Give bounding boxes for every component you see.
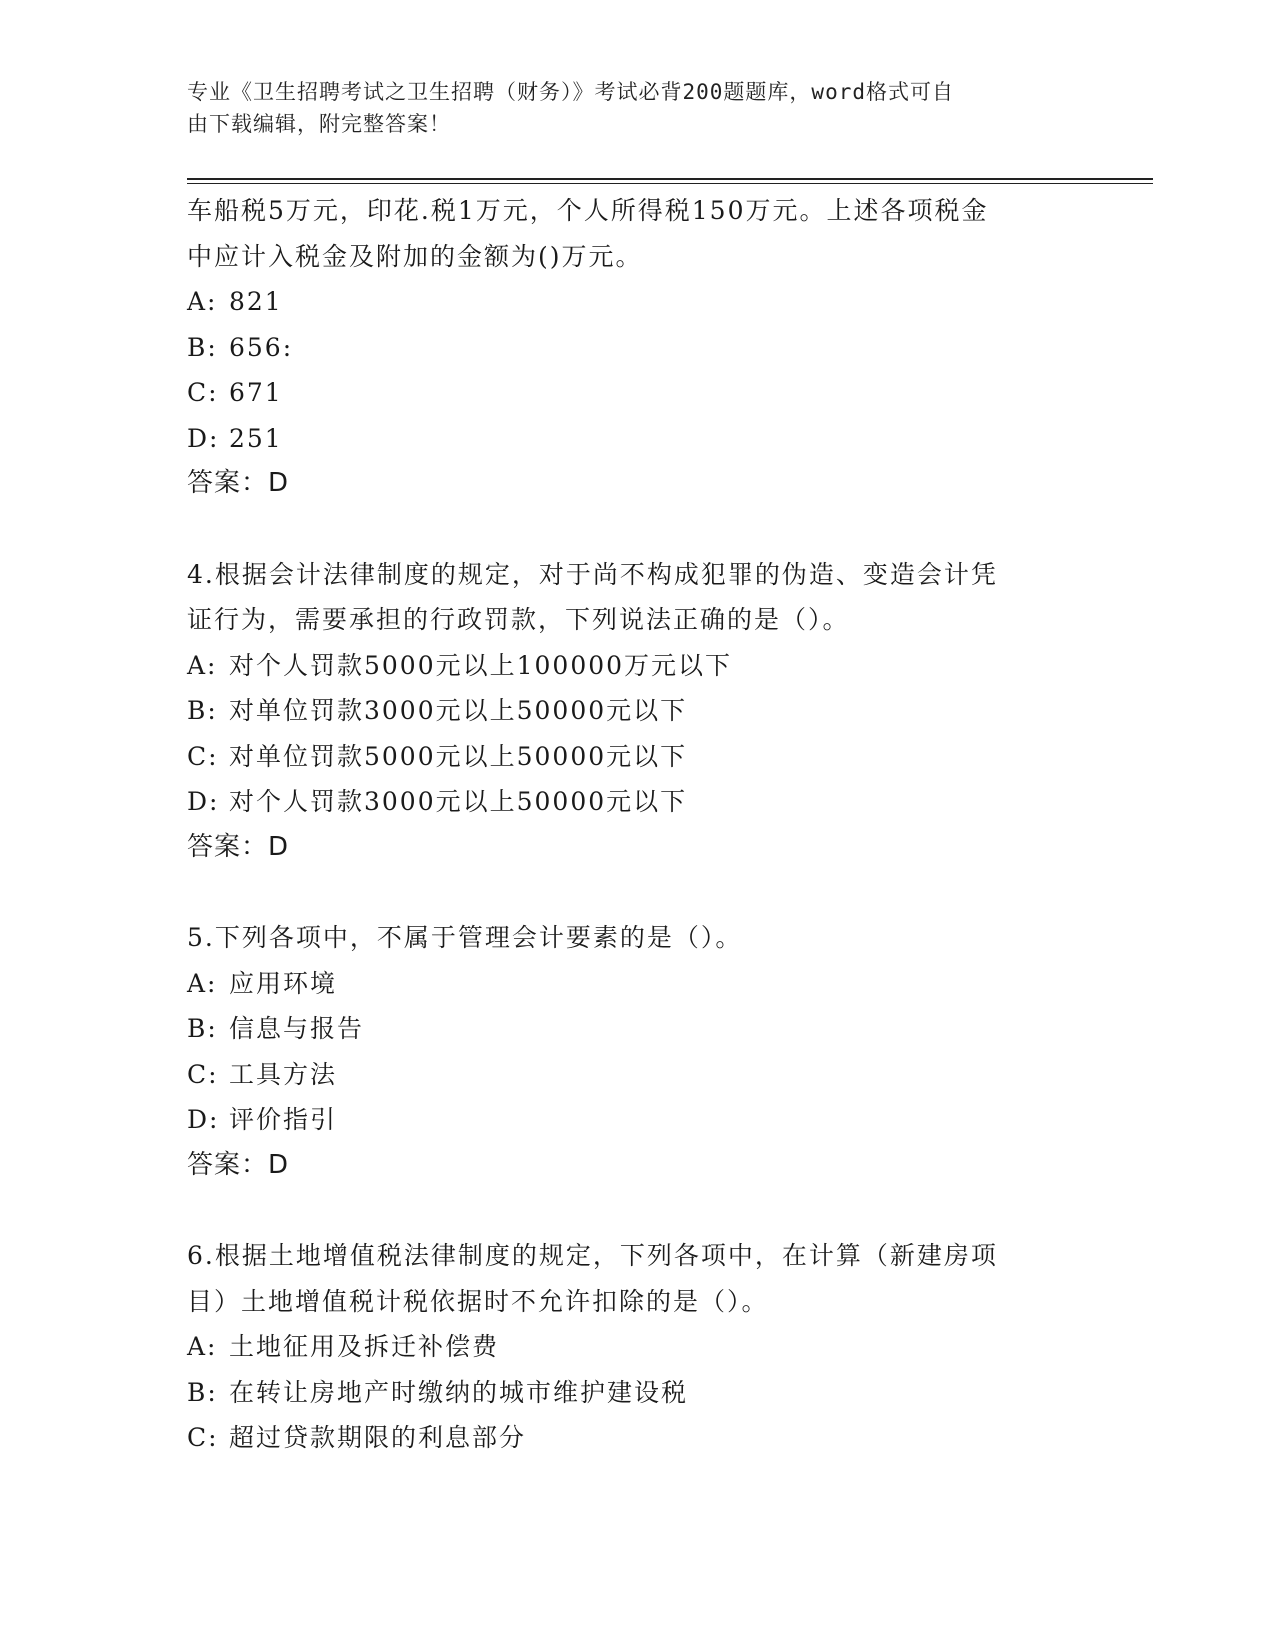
option-text: 超过贷款期限的利息部分 bbox=[229, 1423, 527, 1452]
option-text: 对单位罚款3000元以上50000元以下 bbox=[229, 696, 688, 725]
question-4-option-a bbox=[187, 643, 1087, 689]
option-label: B: bbox=[187, 696, 218, 725]
question-3-option-d bbox=[187, 416, 1087, 462]
spacer bbox=[187, 507, 1087, 552]
option-label: A: bbox=[187, 650, 218, 680]
header-line-2: 由下载编辑，附完整答案！ bbox=[187, 112, 451, 136]
question-3-stem-line-2: 中应计入税金及附加的金额为()万元。 bbox=[187, 241, 643, 271]
question-6-option-c bbox=[187, 1415, 1087, 1461]
spacer bbox=[187, 1188, 1087, 1233]
question-6-stem-line-1: 6.根据土地增值税法律制度的规定，下列各项中，在计算（新建房项 bbox=[187, 1241, 998, 1270]
option-text: 671 bbox=[229, 378, 283, 407]
option-text: 在转让房地产时缴纳的城市维护建设税 bbox=[229, 1377, 689, 1407]
option-text: 工具方法 bbox=[229, 1059, 338, 1089]
question-5-option-d bbox=[187, 1097, 1087, 1143]
question-4 bbox=[187, 552, 1087, 871]
question-5-answer: 答案：D bbox=[187, 1149, 290, 1180]
option-text: 对个人罚款5000元以上100000万元以下 bbox=[229, 650, 733, 680]
question-5-stem-line-1: 5.下列各项中，不属于管理会计要素的是（）。 bbox=[187, 923, 743, 952]
question-4-option-b bbox=[187, 688, 1087, 734]
option-label: D: bbox=[187, 423, 220, 453]
question-5-option-a bbox=[187, 961, 1087, 1007]
question-5 bbox=[187, 915, 1087, 1188]
header-divider-thick bbox=[187, 178, 1153, 180]
question-6 bbox=[187, 1233, 1087, 1461]
question-6-stem-line-2: 目）土地增值税计税依据时不允许扣除的是（）。 bbox=[187, 1286, 769, 1316]
option-text: 对个人罚款3000元以上50000元以下 bbox=[229, 787, 688, 816]
header-line-1: 专业《卫生招聘考试之卫生招聘（财务）》考试必背200题题库，word格式可自 bbox=[187, 80, 954, 104]
option-text: 应用环境 bbox=[229, 968, 338, 998]
question-6-option-b bbox=[187, 1370, 1087, 1416]
question-4-option-c bbox=[187, 734, 1087, 780]
option-label: C: bbox=[187, 741, 219, 771]
question-3-stem-line-1: 车船税5万元，印花.税1万元，个人所得税150万元。上述各项税金 bbox=[187, 196, 989, 225]
option-label: B: bbox=[187, 1377, 218, 1407]
option-text: 评价指引 bbox=[229, 1105, 338, 1134]
question-5-option-c bbox=[187, 1052, 1087, 1098]
spacer bbox=[187, 870, 1087, 915]
option-text: 656: bbox=[229, 332, 294, 362]
question-list bbox=[187, 188, 1087, 1461]
question-4-stem-line-2: 证行为，需要承担的行政罚款，下列说法正确的是（）。 bbox=[187, 605, 850, 634]
question-3 bbox=[187, 188, 1087, 507]
question-4-answer: 答案：D bbox=[187, 831, 290, 862]
option-text: 251 bbox=[229, 423, 283, 453]
option-label: B: bbox=[187, 332, 218, 362]
question-4-stem-line-1: 4.根据会计法律制度的规定，对于尚不构成犯罪的伪造、变造会计凭 bbox=[187, 559, 998, 589]
option-label: C: bbox=[187, 1423, 219, 1452]
question-6-option-a bbox=[187, 1324, 1087, 1370]
option-text: 土地征用及拆迁补偿费 bbox=[229, 1332, 500, 1361]
option-text: 信息与报告 bbox=[229, 1014, 365, 1043]
option-label: B: bbox=[187, 1014, 218, 1043]
option-label: A: bbox=[187, 287, 218, 316]
option-label: A: bbox=[187, 1332, 218, 1361]
option-label: C: bbox=[187, 378, 219, 407]
option-label: D: bbox=[187, 1105, 220, 1134]
question-3-option-a bbox=[187, 279, 1087, 325]
option-label: C: bbox=[187, 1059, 219, 1089]
question-3-answer: 答案：D bbox=[187, 468, 290, 498]
question-4-option-d bbox=[187, 779, 1087, 825]
option-label: D: bbox=[187, 787, 220, 816]
option-label: A: bbox=[187, 968, 218, 998]
document-header bbox=[187, 76, 1067, 140]
option-text: 821 bbox=[229, 287, 283, 316]
question-3-option-c bbox=[187, 370, 1087, 416]
option-text: 对单位罚款5000元以上50000元以下 bbox=[229, 741, 688, 771]
header-divider-thin bbox=[187, 183, 1153, 184]
question-5-option-b bbox=[187, 1006, 1087, 1052]
question-3-option-b bbox=[187, 325, 1087, 371]
